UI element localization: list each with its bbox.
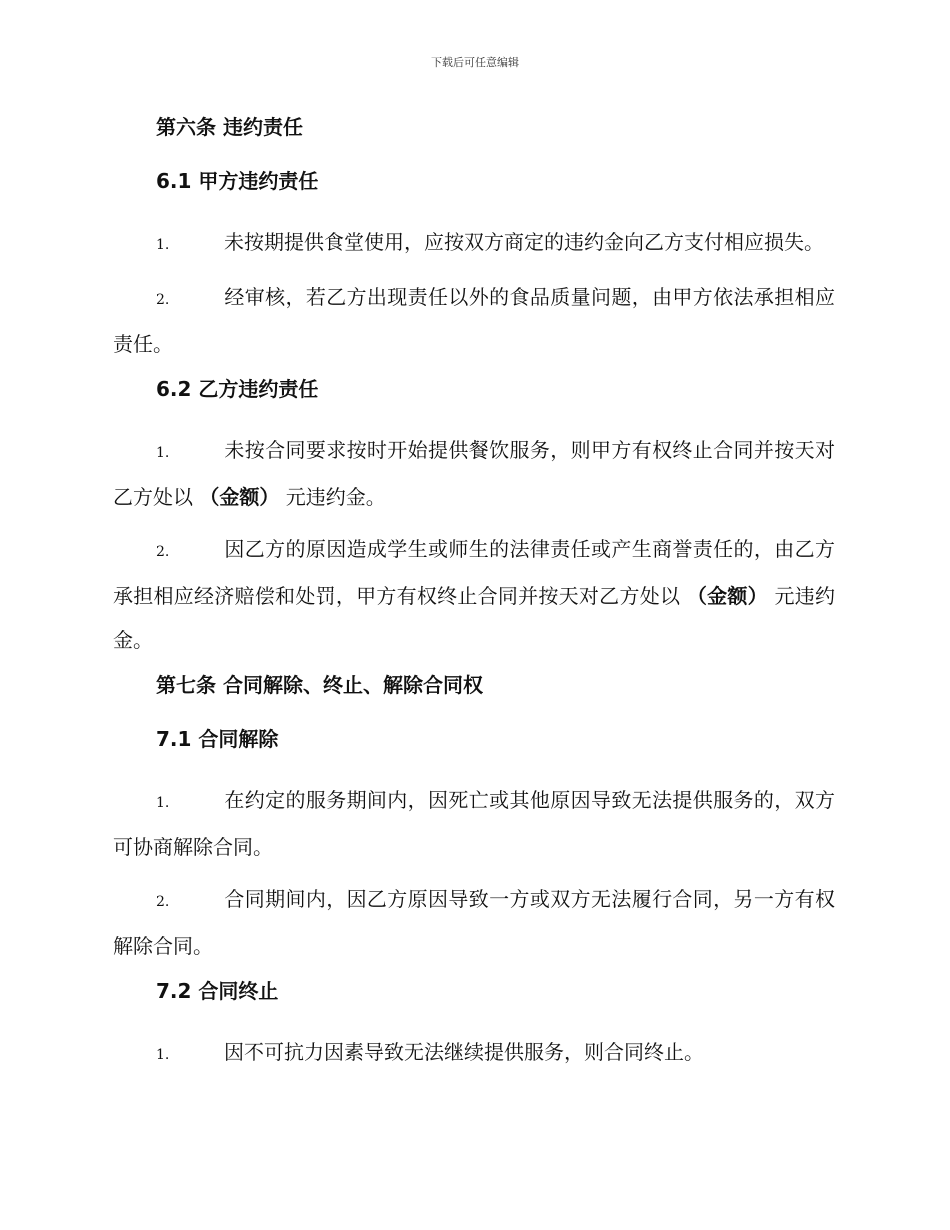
clause-number: 1.: [156, 795, 170, 811]
clause-6-1-1: [113, 220, 835, 267]
clause-text: 合同期间内，因乙方原因导致一方或双方无法履行合同，另一方有权解除合同。: [113, 887, 835, 958]
section-7-2-title: 7.2 合同终止: [156, 979, 279, 1003]
clause-text: 因乙方的原因造成学生或师生的法律责任或产生商誉责任的，由乙方承担相应经济赔偿和处罚，甲方有权终止合同并按天对乙方处以: [113, 537, 835, 608]
clause-text-end: 元违约金。: [279, 485, 386, 509]
clause-text: 在约定的服务期间内，因死亡或其他原因导致无法提供服务的，双方可协商解除合同。: [113, 788, 835, 859]
document-body: [113, 112, 835, 1085]
section-6-2-title: 6.2 乙方违约责任: [156, 377, 319, 401]
clause-6-1-2: [113, 275, 835, 366]
clause-number: 2.: [156, 292, 170, 308]
amount-placeholder: （金额）: [199, 485, 280, 509]
amount-placeholder: （金额）: [686, 584, 768, 608]
clause-number: 1.: [156, 1047, 170, 1063]
clause-number: 1.: [156, 445, 170, 461]
clause-7-2-1: [113, 1030, 835, 1077]
clause-7-1-2: [113, 877, 835, 968]
clause-text: 因不可抗力因素导致无法继续提供服务，则合同终止。: [224, 1040, 704, 1064]
clause-text: 经审核，若乙方出现责任以外的食品质量问题，由甲方依法承担相应责任。: [113, 285, 835, 356]
page-header: 下载后可任意编辑: [431, 56, 519, 69]
clause-text: 未按合同要求按时开始提供餐饮服务，则甲方有权终止合同并按天对乙方处以: [113, 438, 835, 509]
clause-number: 1.: [156, 237, 170, 253]
clause-number: 2.: [156, 544, 170, 560]
clause-text: 未按期提供食堂使用，应按双方商定的违约金向乙方支付相应损失。: [224, 230, 824, 254]
clause-7-1-1: [113, 778, 835, 869]
article-6-title: 第六条 违约责任: [156, 115, 303, 139]
clause-number: 2.: [156, 894, 170, 910]
article-7-title: 第七条 合同解除、终止、解除合同权: [156, 673, 483, 697]
section-6-1-title: 6.1 甲方违约责任: [156, 169, 319, 193]
clause-text-end: 元违约金。: [113, 584, 836, 652]
clause-6-2-1: [113, 428, 835, 519]
section-7-1-title: 7.1 合同解除: [156, 727, 279, 751]
clause-6-2-2: [113, 527, 835, 662]
